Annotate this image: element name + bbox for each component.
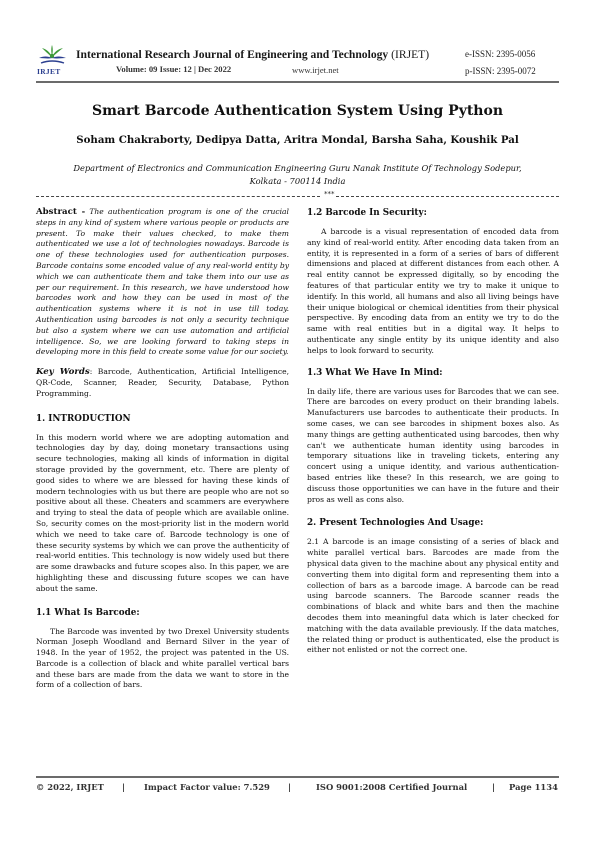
- affiliation-line-1: Department of Electronics and Communication Engineering Guru Nanak Institute Of Technology Sodepur,: [73, 163, 522, 173]
- heading-what-we-have-in-mind: 1.3 What We Have In Mind:: [307, 367, 443, 378]
- journal-website-link[interactable]: www.irjet.net: [292, 65, 339, 75]
- separator-dash-left: [36, 196, 320, 197]
- footer-iso: ISO 9001:2008 Certified Journal: [316, 782, 468, 792]
- paper-authors: Soham Chakraborty, Dedipya Datta, Aritra Mondal, Barsha Saha, Koushik Pal: [76, 134, 519, 146]
- footer-page-number: Page 1134: [509, 782, 558, 792]
- abstract-label: Abstract -: [36, 207, 86, 217]
- journal-name: [76, 48, 429, 61]
- author-affiliation: [50, 162, 545, 188]
- header-rule: [36, 81, 559, 83]
- what-is-barcode-text: The Barcode was invented by two Drexel University students Norman Joseph Woodland and Bernard Silver in the year of 1948. In the year of 1952, the project was patented in the US. Barcode is a collection of black and white parallel vertical bars and these bars are made from the data we want to store in the form of a collection of bars.: [36, 626, 289, 690]
- present-technologies-text: 2.1 A barcode is an image consisting of a series of black and white parallel vertical bars. Barcodes are made from the physical data given to the machine about any physical entity and converting them into digital form and representing them into a collection of bars as a barcode image. A barcode can be read using barcode scanners. The Barcode scanner reads the combinations of black and white bars and then the machine decodes them into meaningful data which is later checked for matching with the data available previously. If the data matches, the related thing or product is authenticated, else the product is either not enlisted or not the correct one.: [307, 537, 559, 655]
- keywords: [36, 367, 289, 399]
- logo-text: IRJET: [37, 67, 61, 76]
- volume-issue: Volume: 09 Issue: 12 | Dec 2022: [116, 64, 232, 74]
- page-footer: [36, 782, 559, 796]
- affiliation-line-2: Kolkata - 700114 India: [249, 176, 346, 186]
- right-column: [307, 207, 559, 656]
- heading-present-technologies: 2. Present Technologies And Usage:: [307, 518, 484, 529]
- left-column: [36, 207, 289, 691]
- journal-header: [36, 44, 559, 80]
- heading-introduction: 1. INTRODUCTION: [36, 413, 131, 424]
- journal-abbr: (IRJET): [391, 48, 430, 61]
- introduction-text: In this modern world where we are adopting automation and technologies day by day, doing monetary transactions using secure technologies, making all kinds of information in digital storage provided by the government, etc. There are plenty of good sides to where we are blessed for having these kinds of modern technologies with us but there are people who are not so positive about all these. Cheaters and scammers are everywhere and trying to steal the data of people which are available online. So, security comes on the most-priority list in the modern world which we need to take care of. Barcode technology is one of these security systems by which we can prove the authenticity of real-world entities. This technology is now widely used but there are some drawbacks and future scopes also. In this paper, we are highlighting these and discussing future scopes we can have about the same.: [36, 432, 289, 593]
- footer-copyright: © 2022, IRJET: [36, 782, 104, 792]
- heading-what-is-barcode: 1.1 What Is Barcode:: [36, 607, 140, 618]
- footer-impact-factor: Impact Factor value: 7.529: [144, 782, 270, 792]
- abstract: [36, 207, 289, 358]
- keywords-label: Key Words: [36, 367, 90, 378]
- paper-title: Smart Barcode Authentication System Using Python: [91, 103, 504, 119]
- footer-rule: [36, 776, 559, 778]
- section-separator: [36, 192, 559, 200]
- barcode-in-security-text: A barcode is a visual representation of encoded data from any kind of real-world entity. After encoding data taken from an entity, it is represented in a form of a series of bars of different dimensions and placed at different distances from each other. A real entity cannot be expressed digitally, so by encoding the features of that particular entity we try to make it unique to identify. In this world, all humans and also all living beings have their unique biological or chemical identities from their physical perspective. By encoding data from an entity we try to do the same with real entities but in a digital way. It helps to authenticate any single entity by its unique identity and also helps to look forward to security.: [307, 227, 559, 355]
- e-issn: e-ISSN: 2395-0056: [465, 49, 536, 59]
- heading-barcode-in-security: 1.2 Barcode In Security:: [307, 208, 427, 218]
- journal-name-text: International Research Journal of Engineering and Technology: [76, 48, 389, 61]
- p-issn: p-ISSN: 2395-0072: [465, 66, 536, 76]
- separator-stars: ***: [324, 190, 335, 198]
- abstract-text: The authentication program is one of the crucial steps in any kind of system where various people or products are present. To make their values checked, to make them authenticated we use a lot of technologies nowadays. Barcode is one of these technologies used for authentication purposes. Barcode contains some encoded value of any real-world entity by which we can authenticate them and take them into our use as per our requirement. In this research, we have understood how barcodes work and how they can be used in most of the authentication systems where it is not in use till today. Authentication using barcodes is not only a security technique but also a system where we can use automation and artificial intelligence. So, we are looking forward to taking steps in developing more in this field to create some value for our society.: [36, 207, 289, 357]
- footer-divider: |: [122, 782, 126, 792]
- what-we-have-in-mind-text: In daily life, there are various uses for Barcodes that we can see. There are barcodes on every product on their branding labels. Manufacturers use barcodes to authenticate their products. In some cases, we can see barcodes in shipment boxes also. As many things are getting authenticated using barcodes, then why can't we authenticate human identity using barcodes in temporary situations like in traveling tickets, entering any concert using a unique identity, and various authentication-based entries like these? In this research, we are going to discuss those opportunities we can have in the future and their pros as well as cons also.: [307, 386, 559, 504]
- footer-divider: |: [288, 782, 292, 792]
- footer-divider: |: [492, 782, 496, 792]
- keywords-text: : Barcode, Authentication, Artificial Intelligence, QR-Code, Scanner, Reader, Security, Database, Python Programming.: [36, 367, 289, 398]
- separator-dash-right: [336, 196, 559, 197]
